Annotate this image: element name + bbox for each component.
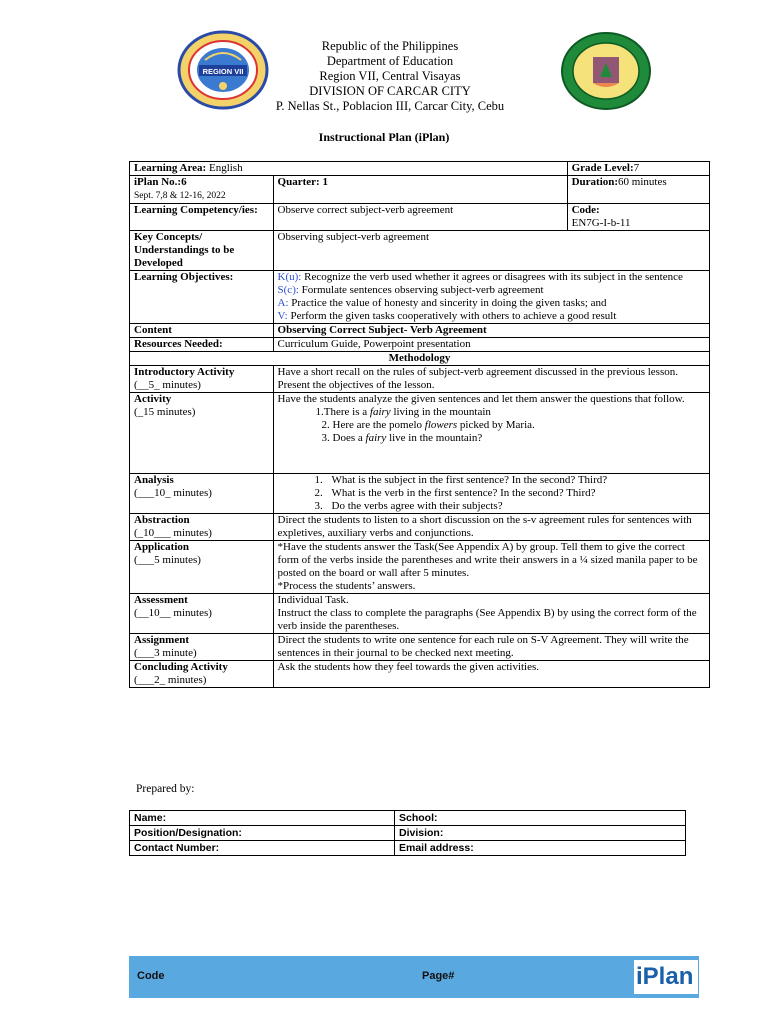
intro-text: Have a short recall on the rules of subject-verb agreement discussed in the previous lesson. [277,366,678,378]
assessment-time: (__10__ minutes) [134,607,212,619]
quarter-value: 1 [322,176,328,188]
competency-value: Observe correct subject-verb agreement [273,204,567,231]
content-value: Observing Correct Subject- Verb Agreement [273,324,709,338]
analysis-time: (___10_ minutes) [134,487,212,499]
iplan-logo-icon [634,960,698,994]
document-title: Instructional Plan (iPlan) [318,130,450,144]
activity-sentence-1: 1.There is a fairy living in the mountain [315,406,491,418]
concluding-time: (___2_ minutes) [134,674,207,686]
code-value: EN7G-I-b-11 [571,217,631,229]
assessment-text: Instruct the class to complete the paragraphs (See Appendix B) by using the correct form of the verb inside the parentheses. [277,607,697,632]
school-field-label: School: [395,811,686,826]
letterhead-line-division: DIVISION OF CARCAR CITY [309,84,471,98]
assignment-label: Assignment [134,634,190,646]
row-analysis [130,474,710,514]
code-label: Code: [571,204,600,216]
activity-label: Activity [134,393,172,405]
row-assignment [130,634,710,661]
objective-item [278,310,705,323]
letterhead [0,0,768,130]
objective-text: Practice the value of honesty and sincerity in doing the given tasks; and [288,297,607,309]
row-activity [130,393,710,474]
division-field-label: Division: [395,826,686,841]
assessment-label: Assessment [134,594,188,606]
grade-level-value: 7 [633,162,640,174]
assignment-time: (___3 minute) [134,647,197,659]
intro-label: Introductory Activity [134,366,235,378]
row-assessment [130,594,710,634]
objective-tag: V: [277,310,288,322]
signature-table [129,810,686,856]
competency-label: Learning Competency/ies: [130,204,274,231]
instructional-plan-table [129,161,710,688]
objective-text: Formulate sentences observing subject-verb agreement [298,284,544,296]
email-field-label: Email address: [395,841,686,856]
assignment-text: Direct the students to write one sentence for each rule on S-V Agreement. They will write the sentences in their journal to be checked next meeting. [273,634,709,661]
row-application [130,541,710,594]
left-seal-center-text: REGION VII [202,67,244,76]
objective-item [278,297,705,310]
prepared-by-label: Prepared by: [136,783,195,795]
analysis-questions [278,474,705,513]
letterhead-text [255,39,525,114]
objective-tag: S(c): [277,284,299,296]
row-objectives [130,271,710,324]
resources-value: Curriculum Guide, Powerpoint presentation [273,338,709,352]
application-time: (___5 minutes) [134,554,201,566]
content-label: Content [130,324,274,338]
letterhead-line-republic: Republic of the Philippines [321,39,459,53]
row-competency [130,204,710,231]
assessment-task: Individual Task. [277,594,349,606]
footer-code-label: Code [137,970,165,982]
objective-item [278,284,705,297]
duration-value: 60 minutes [618,176,667,188]
concluding-text: Ask the students how they feel towards the given activities. [273,661,709,688]
row-iplan-no [130,176,710,204]
page-footer [129,956,699,998]
application-text: *Have the students answer the Task(See Appendix A) by group. Tell them to give the correct form of the verbs inside the parentheses and write their answers in a ¼ sized manila paper to be posted on the board or wall after 5 minutes. [277,541,698,579]
abstraction-text: Direct the students to listen to a short discussion on the s-v agreement rules for sentences with expletives, auxiliary verbs and conjunctions. [273,514,709,541]
iplan-no-value: 6 [181,176,187,188]
iplan-no-label: iPlan No.: [134,176,182,188]
letterhead-line-deped: Department of Education [326,54,454,68]
abstraction-time: (_10___ minutes) [134,527,212,539]
row-methodology [130,352,710,366]
row-abstraction [130,514,710,541]
resources-label: Resources Needed: [130,338,274,352]
objective-text: Perform the given tasks cooperatively with others to achieve a good result [287,310,617,322]
activity-sentence-2: 2. Here are the pomelo flowers picked by Maria. [321,419,535,431]
position-field-label: Position/Designation: [130,826,395,841]
intro-time: (__5_ minutes) [134,379,201,391]
key-concepts-label: Key Concepts/ Understandings to be Developed [130,231,274,271]
duration-label: Duration: [571,176,619,188]
objective-text: Recognize the verb used whether it agrees or disagrees with its subject in the sentence [301,271,683,283]
row-resources [130,338,710,352]
name-field-label: Name: [130,811,395,826]
row-key-concepts [130,231,710,271]
letterhead-line-address: P. Nellas St., Poblacion III, Carcar City, Cebu [275,99,505,113]
learning-area-value: English [208,162,243,174]
concluding-label: Concluding Activity [134,661,228,673]
grade-level-label: Grade Level: [571,162,634,174]
objective-item [278,271,705,284]
application-process-text: *Process the students’ answers. [277,580,416,592]
letterhead-line-region: Region VII, Central Visayas [319,69,461,83]
objective-tag: K(u): [277,271,302,283]
analysis-question: 3. Do the verbs agree with their subjects? [326,500,705,513]
iplan-logo-text: iPlan [636,963,694,990]
carcar-division-seal-icon [560,31,652,111]
row-introductory-activity [130,366,710,393]
objectives-label: Learning Objectives: [130,271,274,324]
activity-text: Have the students analyze the given sentences and let them answer the questions that follow. [277,393,685,405]
row-learning-area [130,162,710,176]
activity-sentence-3: 3. Does a fairy live in the mountain? [321,432,483,444]
footer-page-label: Page# [422,970,455,982]
contact-field-label: Contact Number: [130,841,395,856]
analysis-question: 1. What is the subject in the first sentence? In the second? Third? [326,474,705,487]
quarter-label: Quarter: [277,176,320,188]
application-label: Application [134,541,190,553]
analysis-label: Analysis [134,474,174,486]
row-content [130,324,710,338]
objective-tag: A: [277,297,289,309]
learning-area-label: Learning Area: [134,162,207,174]
analysis-question: 2. What is the verb in the first sentence? In the second? Third? [326,487,705,500]
iplan-dates: Sept. 7,8 & 12-16, 2022 [134,191,226,201]
methodology-heading: Methodology [130,352,710,366]
intro-objectives-text: Present the objectives of the lesson. [277,379,435,391]
activity-time: (_15 minutes) [134,406,196,418]
abstraction-label: Abstraction [134,514,190,526]
objectives-list [273,271,709,324]
key-concepts-value: Observing subject-verb agreement [273,231,709,271]
row-concluding-activity [130,661,710,688]
